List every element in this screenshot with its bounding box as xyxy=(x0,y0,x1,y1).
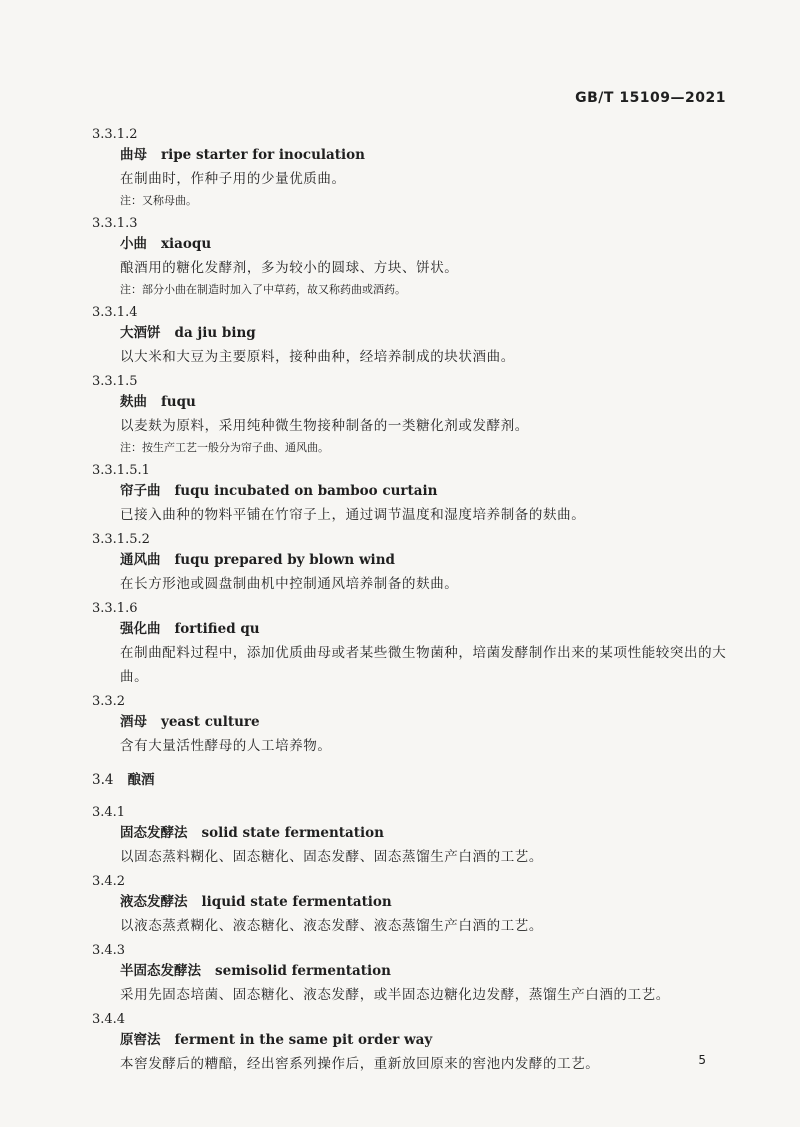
term-heading xyxy=(120,617,732,641)
term-heading xyxy=(120,143,732,167)
term-en: fuqu incubated on bamboo curtain xyxy=(174,483,438,499)
term-definition: 本窖发酵后的糟醅，经出窖系列操作后，重新放回原来的窖池内发酵的工艺。 xyxy=(120,1056,600,1072)
term-heading xyxy=(120,390,732,414)
entry-number: 3.3.1.5.2 xyxy=(92,532,150,547)
entry-number: 3.4.3 xyxy=(92,943,126,958)
term-definition: 以固态蒸料糊化、固态糖化、固态发酵、固态蒸馏生产白酒的工艺。 xyxy=(120,849,543,865)
term-entry xyxy=(92,693,732,758)
term-entry xyxy=(92,804,732,869)
standard-code: GB/T 15109—2021 xyxy=(575,90,726,106)
term-en: ripe starter for inoculation xyxy=(161,147,365,163)
term-zh: 曲母 xyxy=(120,147,147,163)
term-entry xyxy=(92,126,732,211)
entry-number: 3.3.1.5 xyxy=(92,374,138,389)
term-zh: 半固态发酵法 xyxy=(120,963,201,979)
section-heading xyxy=(92,768,732,792)
term-definition: 以液态蒸煮糊化、液态糖化、液态发酵、液态蒸馏生产白酒的工艺。 xyxy=(120,918,543,934)
term-definition: 采用先固态培菌、固态糖化、液态发酵，或半固态边糖化边发酵，蒸馏生产白酒的工艺。 xyxy=(120,987,670,1003)
term-note: 注：又称母曲。 xyxy=(120,194,197,207)
entry-number: 3.3.1.3 xyxy=(92,216,138,231)
term-entry xyxy=(92,942,732,1007)
term-zh: 强化曲 xyxy=(120,621,161,637)
term-zh: 小曲 xyxy=(120,236,147,252)
document-content xyxy=(92,122,732,1076)
term-zh: 帘子曲 xyxy=(120,483,161,499)
term-en: xiaoqu xyxy=(161,236,212,252)
term-zh: 通风曲 xyxy=(120,552,161,568)
term-en: liquid state fermentation xyxy=(201,894,392,910)
section-title: 酿酒 xyxy=(127,772,155,788)
term-definition: 酿酒用的糖化发酵剂，多为较小的圆球、方块、饼状。 xyxy=(120,260,459,276)
term-heading xyxy=(120,548,732,572)
term-entry xyxy=(92,304,732,369)
page-number: 5 xyxy=(698,1053,706,1067)
term-zh: 酒母 xyxy=(120,714,147,730)
term-en: yeast culture xyxy=(161,714,260,730)
term-heading xyxy=(120,1028,732,1052)
term-zh: 麸曲 xyxy=(120,394,147,410)
term-en: da jiu bing xyxy=(174,325,256,341)
section-number: 3.4 xyxy=(92,772,114,788)
term-heading xyxy=(120,890,732,914)
term-note: 注：按生产工艺一般分为帘子曲、通风曲。 xyxy=(120,441,329,454)
term-entry xyxy=(92,600,732,689)
term-en: fuqu xyxy=(161,394,196,410)
entry-number: 3.4.2 xyxy=(92,874,126,889)
term-entry xyxy=(92,531,732,596)
term-en: fortified qu xyxy=(174,621,260,637)
term-definition: 已接入曲种的物料平铺在竹帘子上，通过调节温度和湿度培养制备的麸曲。 xyxy=(120,507,586,523)
term-definition: 含有大量活性酵母的人工培养物。 xyxy=(120,738,332,754)
entry-number: 3.3.1.6 xyxy=(92,601,138,616)
term-entry xyxy=(92,215,732,300)
term-zh: 固态发酵法 xyxy=(120,825,188,841)
term-heading xyxy=(120,821,732,845)
entry-number: 3.3.1.4 xyxy=(92,305,138,320)
term-en: ferment in the same pit order way xyxy=(174,1032,433,1048)
term-heading xyxy=(120,959,732,983)
entry-number: 3.3.2 xyxy=(92,694,126,709)
term-heading xyxy=(120,321,732,345)
term-definition: 在制曲配料过程中，添加优质曲母或者某些微生物菌种，培菌发酵制作出来的某项性能较突出的大曲。 xyxy=(120,645,727,685)
term-entry xyxy=(92,373,732,458)
entry-number: 3.4.1 xyxy=(92,805,126,820)
term-heading xyxy=(120,479,732,503)
term-zh: 大酒饼 xyxy=(120,325,161,341)
term-definition: 在制曲时，作种子用的少量优质曲。 xyxy=(120,171,346,187)
term-definition: 以麦麸为原料，采用纯种微生物接种制备的一类糖化剂或发酵剂。 xyxy=(120,418,529,434)
term-zh: 原窖法 xyxy=(120,1032,161,1048)
term-definition: 以大米和大豆为主要原料，接种曲种，经培养制成的块状酒曲。 xyxy=(120,349,515,365)
term-entry xyxy=(92,873,732,938)
term-en: fuqu prepared by blown wind xyxy=(174,552,395,568)
term-en: semisolid fermentation xyxy=(215,963,391,979)
term-en: solid state fermentation xyxy=(201,825,384,841)
term-definition: 在长方形池或圆盘制曲机中控制通风培养制备的麸曲。 xyxy=(120,576,459,592)
entry-number: 3.3.1.2 xyxy=(92,127,138,142)
entry-number: 3.3.1.5.1 xyxy=(92,463,150,478)
term-heading xyxy=(120,232,732,256)
term-entry xyxy=(92,462,732,527)
entry-number: 3.4.4 xyxy=(92,1012,126,1027)
term-entry xyxy=(92,1011,732,1076)
term-zh: 液态发酵法 xyxy=(120,894,188,910)
term-note: 注：部分小曲在制造时加入了中草药，故又称药曲或酒药。 xyxy=(120,283,406,296)
term-heading xyxy=(120,710,732,734)
